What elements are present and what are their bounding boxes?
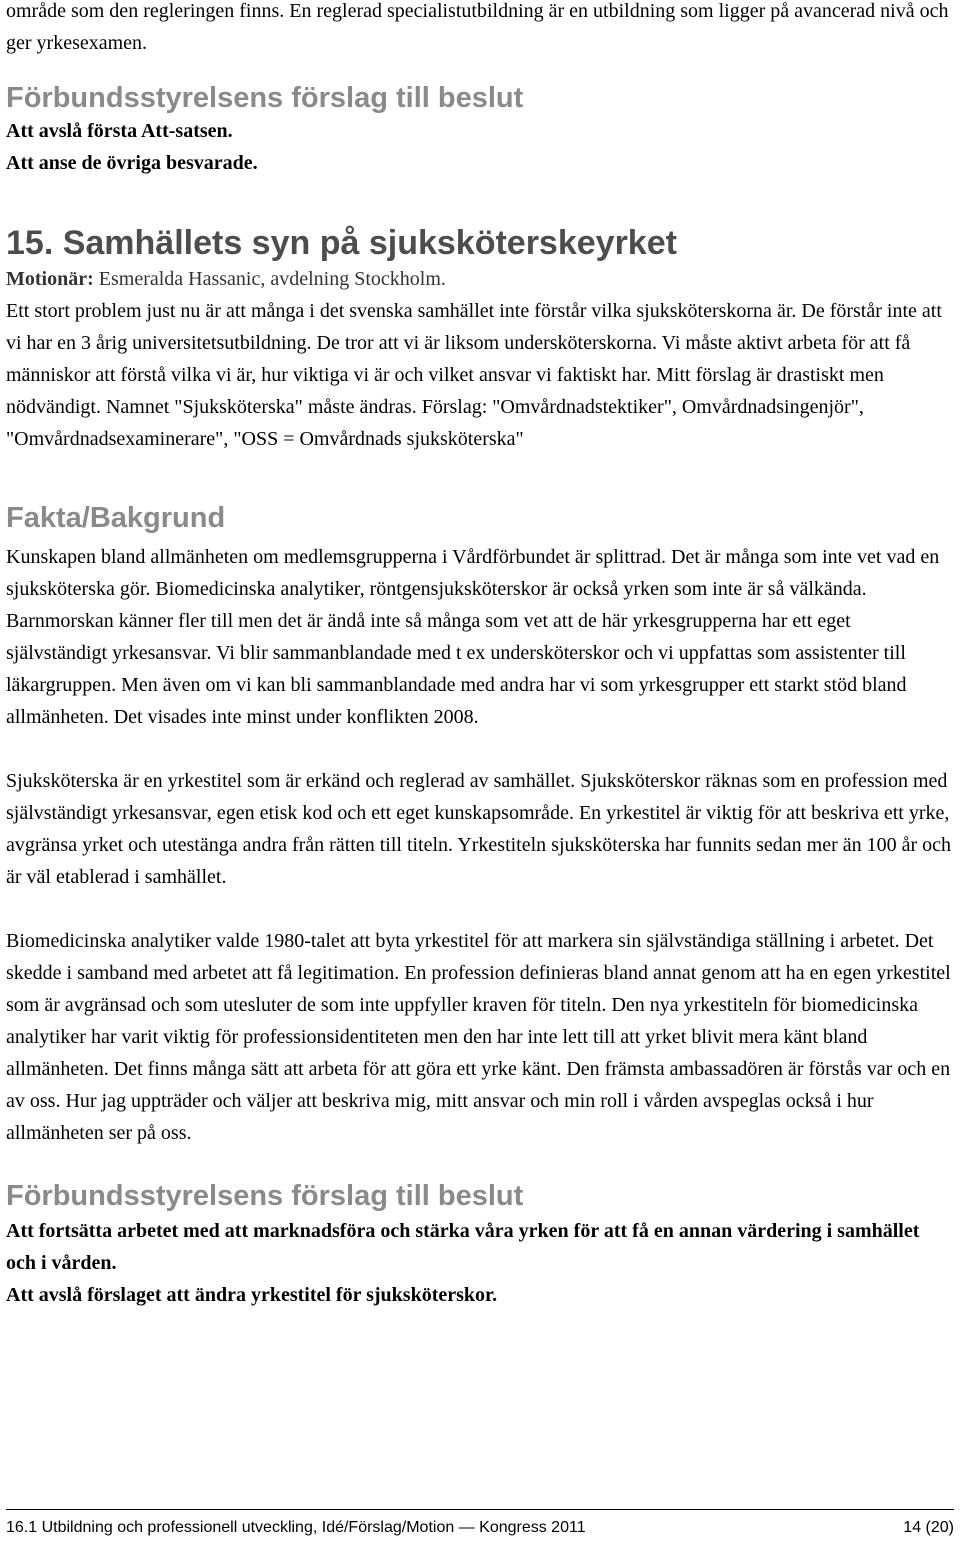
motion-authors xyxy=(6,263,954,295)
motion-text: Ett stort problem just nu är att många i det svenska samhället inte förstår vilka sjuksköterskorna är. De förstår inte att vi har en 3 årig universitetsutbildning. De tror att vi är liksom undersköterskorna. Vi måste aktivt arbeta för att få människor att förstå vilka vi är, hur viktiga vi är och vilket ansvar vi faktiskt har. Mitt förslag är drastiskt men nödvändigt. Namnet "Sjuksköterska" måste ändras. Förslag: "Omvårdnadstektiker", Omvårdnadsingenjör", "Omvårdnadsexaminerare", "OSS = Omvårdnads sjuksköterska" xyxy=(6,300,942,450)
document-page xyxy=(6,0,954,1311)
footer-divider xyxy=(6,1509,954,1510)
proposal-line: Att anse de övriga besvarade. xyxy=(6,152,258,174)
motion-authors-value: Esmeralda Hassanic, avdelning Stockholm. xyxy=(98,268,446,290)
proposal-line: Att fortsätta arbetet med att marknadsföra och stärka våra yrken för att få en annan värdering i samhället och i vården. xyxy=(6,1220,920,1274)
facts-heading: Fakta/Bakgrund xyxy=(6,502,226,534)
proposal-line: Att avslå första Att-satsen. xyxy=(6,120,233,142)
facts-paragraph: Kunskapen bland allmänheten om medlemsgrupperna i Vårdförbundet är splittrad. Det är många som inte vet vad en sjuksköterska gör. Biomedicinska analytiker, röntgensjuksköterskor är också yrken som inte är så välkända. Barnmorskan känner fler till men det är ändå inte så många som vet att de här yrkesgrupperna har ett eget självständigt yrkesansvar. Vi blir sammanblandade med t ex undersköterskor och vi uppfattas som assistenter till läkargruppen. Men även om vi kan bli sammanblandade med andra har vi som yrkesgrupper ett starkt stöd bland allmänheten. Det visades inte minst under konflikten 2008. xyxy=(6,546,940,728)
footer-title: 16.1 Utbildning och professionell utveckling, Idé/Förslag/Motion — Kongress 2011 xyxy=(6,1519,586,1536)
proposal-line: Att avslå förslaget att ändra yrkestitel för sjuksköterskor. xyxy=(6,1284,498,1306)
proposal-heading: Förbundsstyrelsens förslag till beslut xyxy=(6,82,524,114)
page-footer xyxy=(6,1517,954,1539)
facts-paragraph: Biomedicinska analytiker valde 1980-talet att byta yrkestitel för att markera sin självständiga ställning i arbetet. Det skedde i samband med arbetet att få legitimation. En profession definieras bland annat genom att ha en egen yrkestitel som är avgränsad och som utesluter de som inte uppfyller kraven för titeln. Den nya yrkestiteln för biomedicinska analytiker har varit viktig för professionsidentiteten men den har inte lett till att yrket blivit mera känt bland allmänheten. Det finns många sätt att arbeta för att göra ett yrke känt. Den främsta ambassadören är förstås var och en av oss. Hur jag uppträder och väljer att beskriva mig, mitt ansvar och min roll i vården avspeglas också i hur allmänheten ser på oss. xyxy=(6,930,951,1144)
motion-heading: 15. Samhällets syn på sjuksköterskeyrket xyxy=(6,224,677,262)
proposal-heading: Förbundsstyrelsens förslag till beslut xyxy=(6,1180,524,1212)
facts-paragraph: Sjuksköterska är en yrkestitel som är erkänd och reglerad av samhället. Sjuksköterskor räknas som en profession med självständigt yrkesansvar, egen etisk kod och ett eget kunskapsområde. En yrkestitel är viktig för att beskriva ett yrke, avgränsa yrket och utestänga andra från rätten till titeln. Yrkestiteln sjuksköterska har funnits sedan mer än 100 år och är väl etablerad i samhället. xyxy=(6,770,952,888)
intro-paragraph: område som den regleringen finns. En reglerad specialistutbildning är en utbildning som ligger på avancerad nivå och ger yrkesexamen. xyxy=(6,0,949,54)
motion-authors-label: Motionär: xyxy=(6,268,94,290)
page-number: 14 (20) xyxy=(903,1519,954,1536)
